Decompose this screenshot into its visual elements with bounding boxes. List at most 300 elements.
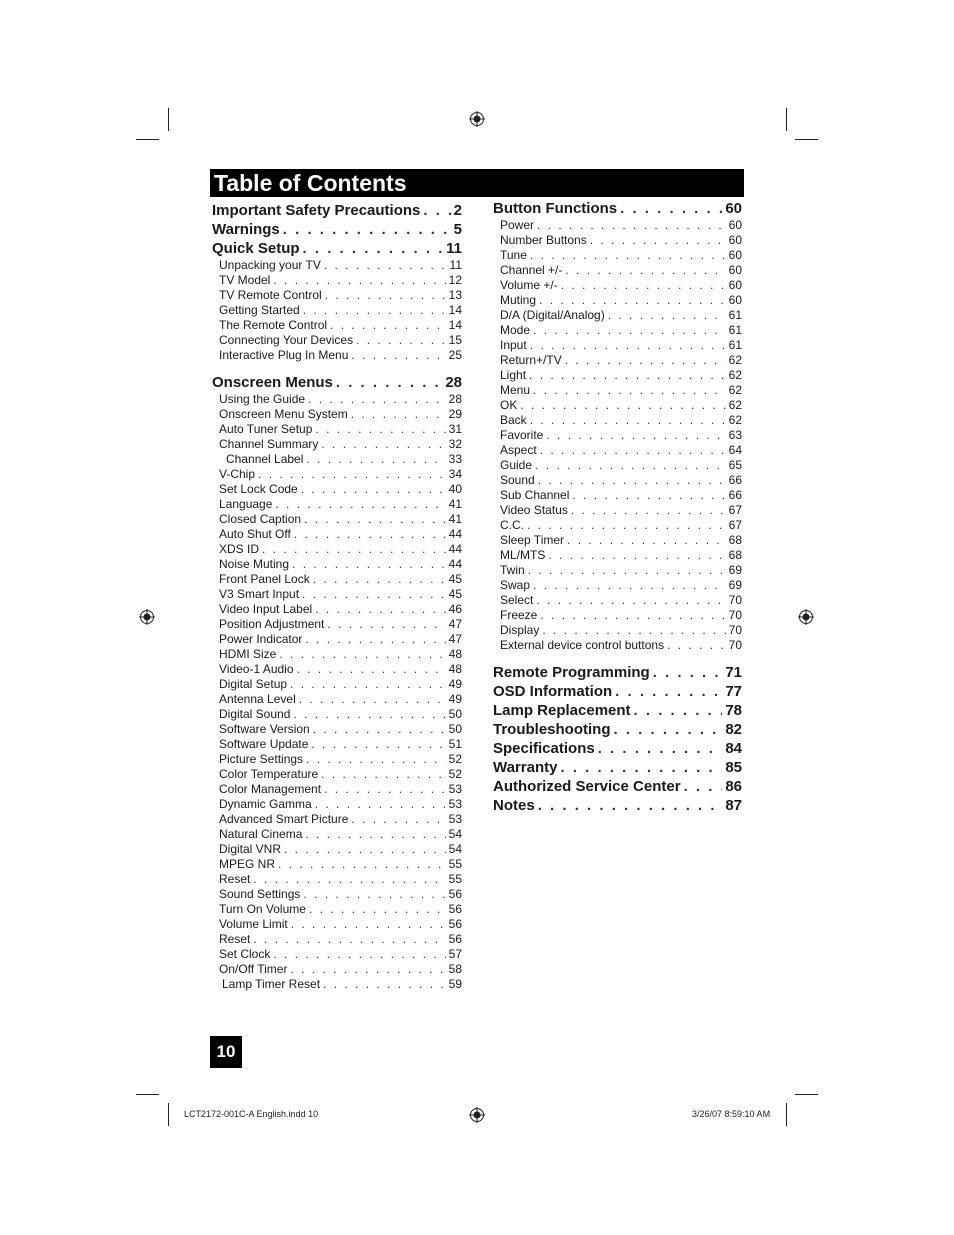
toc-subentry[interactable] <box>493 638 742 653</box>
toc-subentry[interactable] <box>493 593 742 608</box>
toc-subentry[interactable] <box>212 482 462 497</box>
toc-subentry-page: 69 <box>728 578 742 592</box>
toc-subentry-page: 62 <box>728 383 742 397</box>
toc-subentry[interactable] <box>493 308 742 323</box>
toc-subentry[interactable] <box>212 692 462 707</box>
toc-subentry[interactable] <box>493 503 742 518</box>
dot-leader <box>321 767 445 782</box>
toc-subentry-label: Position Adjustment <box>219 617 325 631</box>
toc-subentry-label: Digital Sound <box>219 707 291 721</box>
dot-leader <box>304 512 446 527</box>
toc-subentry-label: Swap <box>500 578 531 592</box>
dot-leader <box>294 527 446 542</box>
dot-leader <box>315 602 445 617</box>
dot-leader <box>561 278 726 293</box>
toc-subentry-page: 28 <box>448 392 462 406</box>
toc-entry[interactable] <box>493 720 742 739</box>
toc-subentry-page: 52 <box>448 767 462 781</box>
title-banner <box>210 169 744 197</box>
toc-subentry-label: Light <box>500 368 527 382</box>
toc-subentry[interactable] <box>493 488 742 503</box>
toc-subentry[interactable] <box>212 947 462 962</box>
toc-entry-label: Remote Programming <box>493 664 650 681</box>
dot-leader <box>356 333 446 348</box>
toc-subentry[interactable] <box>493 623 742 638</box>
toc-subentry[interactable] <box>212 557 462 572</box>
toc-subentry-label: Software Update <box>219 737 309 751</box>
toc-subentry-label: Channel Label <box>226 452 304 466</box>
toc-subentry-page: 65 <box>728 458 742 472</box>
toc-subentry[interactable] <box>212 542 462 557</box>
toc-subentry-label: Advanced Smart Picture <box>219 812 349 826</box>
dot-leader <box>279 647 445 662</box>
toc-subentry[interactable] <box>212 602 462 617</box>
spacer <box>212 363 462 373</box>
toc-subentry[interactable] <box>212 752 462 767</box>
toc-subentry[interactable] <box>212 917 462 932</box>
toc-subentry-page: 56 <box>448 887 462 901</box>
toc-subentry-label: Software Version <box>219 722 310 736</box>
dot-leader <box>542 623 725 638</box>
registration-mark-icon <box>139 609 155 625</box>
toc-entry[interactable] <box>493 796 742 815</box>
toc-entry[interactable] <box>493 777 742 796</box>
dot-leader <box>538 796 723 815</box>
toc-entry-page: 86 <box>725 778 742 795</box>
toc-entry-label: Lamp Replacement <box>493 702 631 719</box>
dot-leader <box>291 917 446 932</box>
toc-subentry[interactable] <box>212 812 462 827</box>
toc-subentry[interactable] <box>493 353 742 368</box>
dot-leader <box>273 273 445 288</box>
toc-subentry[interactable] <box>212 797 462 812</box>
toc-subentry-label: Aspect <box>500 443 537 457</box>
toc-right-column <box>493 199 742 815</box>
toc-entry[interactable] <box>212 220 462 239</box>
toc-subentry-page: 55 <box>448 857 462 871</box>
toc-subentry[interactable] <box>493 368 742 383</box>
toc-subentry-page: 70 <box>728 638 742 652</box>
toc-entry-label: Authorized Service Center <box>493 778 681 795</box>
toc-subentry-page: 68 <box>728 548 742 562</box>
toc-subentry[interactable] <box>212 273 462 288</box>
toc-entry[interactable] <box>212 239 462 258</box>
toc-subentry-page: 61 <box>728 308 742 322</box>
toc-subentry-label: ML/MTS <box>500 548 546 562</box>
dot-leader <box>528 563 726 578</box>
toc-subentry-label: D/A (Digital/Analog) <box>500 308 605 322</box>
toc-subentry-page: 15 <box>448 333 462 347</box>
toc-subentry[interactable] <box>212 887 462 902</box>
toc-entry[interactable] <box>212 201 462 220</box>
toc-subentry[interactable] <box>212 842 462 857</box>
toc-subentry-page: 50 <box>448 722 462 736</box>
dot-leader <box>313 722 446 737</box>
toc-subentry[interactable] <box>212 707 462 722</box>
toc-subentry-page: 70 <box>728 593 742 607</box>
dot-leader <box>620 199 722 218</box>
crop-mark <box>795 139 818 140</box>
dot-leader <box>529 368 726 383</box>
toc-subentry-label: Connecting Your Devices <box>219 333 354 347</box>
toc-subentry[interactable] <box>493 458 742 473</box>
toc-subentry-label: Sub Channel <box>500 488 570 502</box>
toc-entry-label: Quick Setup <box>212 240 300 257</box>
dot-leader <box>548 548 725 563</box>
dot-leader <box>565 263 725 278</box>
toc-subentry[interactable] <box>212 617 462 632</box>
toc-subentry-page: 33 <box>448 452 462 466</box>
slug-filename: LCT2172-001C-A English.indd 10 <box>184 1109 319 1119</box>
toc-subentry[interactable] <box>212 348 462 363</box>
toc-subentry-page: 67 <box>728 518 742 532</box>
toc-subentry[interactable] <box>493 578 742 593</box>
toc-subentry[interactable] <box>212 392 462 407</box>
toc-entry-page: 84 <box>725 740 742 757</box>
dot-leader <box>275 497 445 512</box>
dot-leader <box>598 739 723 758</box>
dot-leader <box>336 373 442 392</box>
toc-subentry-label: External device control buttons <box>500 638 665 652</box>
toc-subentry[interactable] <box>212 587 462 602</box>
dot-leader <box>284 842 446 857</box>
crop-mark <box>136 139 159 140</box>
dot-leader <box>571 503 726 518</box>
toc-entry-label: Troubleshooting <box>493 721 611 738</box>
toc-subentry-label: Lamp Timer Reset <box>222 977 321 991</box>
toc-left-column <box>212 201 462 992</box>
toc-subentry[interactable] <box>212 962 462 977</box>
toc-subentry[interactable] <box>493 338 742 353</box>
toc-subentry-label: Select <box>500 593 534 607</box>
toc-subentry[interactable] <box>212 333 462 348</box>
dot-leader <box>278 857 446 872</box>
toc-subentry[interactable] <box>212 632 462 647</box>
toc-subentry-page: 68 <box>728 533 742 547</box>
toc-subentry-label: Twin <box>500 563 525 577</box>
toc-subentry-page: 70 <box>728 608 742 622</box>
dot-leader <box>536 593 725 608</box>
toc-subentry[interactable] <box>493 278 742 293</box>
toc-subentry-page: 69 <box>728 563 742 577</box>
toc-subentry-label: Power <box>500 218 535 232</box>
toc-subentry-page: 60 <box>728 293 742 307</box>
toc-entry[interactable] <box>493 663 742 682</box>
dot-leader <box>305 827 445 842</box>
toc-entry-label: Warranty <box>493 759 558 776</box>
toc-subentry[interactable] <box>212 572 462 587</box>
toc-entry[interactable] <box>493 199 742 218</box>
dot-leader <box>313 572 446 587</box>
dot-leader <box>530 413 726 428</box>
toc-entry-page: 77 <box>725 683 742 700</box>
toc-subentry-label: Reset <box>219 872 251 886</box>
toc-subentry-label: Guide <box>500 458 533 472</box>
toc-subentry[interactable] <box>493 608 742 623</box>
toc-entry-page: 60 <box>725 200 742 217</box>
toc-subentry-label: Muting <box>500 293 537 307</box>
toc-subentry[interactable] <box>212 902 462 917</box>
toc-subentry[interactable] <box>493 383 742 398</box>
toc-subentry-label: Onscreen Menu System <box>219 407 348 421</box>
toc-subentry-page: 66 <box>728 488 742 502</box>
toc-subentry-page: 31 <box>448 422 462 436</box>
toc-subentry-label: On/Off Timer <box>219 962 288 976</box>
toc-subentry-page: 45 <box>448 572 462 586</box>
toc-subentry-page: 49 <box>448 692 462 706</box>
toc-subentry-page: 70 <box>728 623 742 637</box>
dot-leader <box>330 318 446 333</box>
dot-leader <box>539 293 726 308</box>
dot-leader <box>572 488 725 503</box>
dot-leader <box>253 872 445 887</box>
toc-subentry[interactable] <box>493 443 742 458</box>
dot-leader <box>615 682 722 701</box>
toc-subentry-page: 29 <box>448 407 462 421</box>
toc-subentry[interactable] <box>212 737 462 752</box>
toc-subentry-label: Dynamic Gamma <box>219 797 312 811</box>
toc-entry-page: 28 <box>445 374 462 391</box>
toc-subentry[interactable] <box>493 518 742 533</box>
toc-subentry[interactable] <box>493 248 742 263</box>
toc-subentry[interactable] <box>212 437 462 452</box>
toc-subentry-page: 47 <box>448 617 462 631</box>
page-number: 10 <box>216 1042 236 1061</box>
dot-leader <box>540 443 726 458</box>
toc-subentry-page: 49 <box>448 677 462 691</box>
toc-subentry[interactable] <box>493 233 742 248</box>
dot-leader <box>520 398 725 413</box>
dot-leader <box>299 692 446 707</box>
toc-subentry-label: Antenna Level <box>219 692 296 706</box>
toc-subentry-page: 53 <box>448 812 462 826</box>
toc-subentry[interactable] <box>212 452 462 467</box>
toc-subentry-label: Set Clock <box>219 947 271 961</box>
toc-subentry-label: Unpacking your TV <box>219 258 321 272</box>
dot-leader <box>533 383 726 398</box>
toc-subentry[interactable] <box>212 288 462 303</box>
toc-subentry-page: 47 <box>448 632 462 646</box>
toc-entry-label: Important Safety Precautions <box>212 202 421 219</box>
dot-leader <box>634 701 723 720</box>
toc-subentry[interactable] <box>212 977 462 992</box>
toc-subentry[interactable] <box>212 527 462 542</box>
dot-leader <box>538 473 726 488</box>
toc-subentry-label: Channel +/- <box>500 263 563 277</box>
toc-entry[interactable] <box>493 739 742 758</box>
dot-leader <box>546 428 725 443</box>
toc-subentry[interactable] <box>212 422 462 437</box>
toc-subentry[interactable] <box>493 563 742 578</box>
toc-subentry-page: 57 <box>448 947 462 961</box>
dot-leader <box>306 452 445 467</box>
dot-leader <box>608 308 726 323</box>
toc-entry-label: Notes <box>493 797 535 814</box>
dot-leader <box>567 533 726 548</box>
toc-subentry-label: Sound <box>500 473 535 487</box>
toc-subentry-page: 14 <box>448 318 462 332</box>
toc-subentry-label: Video-1 Audio <box>219 662 294 676</box>
toc-subentry-label: C.C. <box>500 518 524 532</box>
spacer <box>493 653 742 663</box>
toc-subentry[interactable] <box>212 258 462 273</box>
dot-leader <box>324 782 446 797</box>
dot-leader <box>311 737 445 752</box>
toc-subentry-label: Picture Settings <box>219 752 304 766</box>
toc-subentry-label: MPEG NR <box>219 857 276 871</box>
toc-subentry-page: 56 <box>448 917 462 931</box>
toc-subentry[interactable] <box>212 857 462 872</box>
toc-subentry-page: 51 <box>448 737 462 751</box>
toc-subentry[interactable] <box>493 398 742 413</box>
dot-leader <box>308 392 446 407</box>
toc-subentry-page: 60 <box>728 218 742 232</box>
toc-subentry[interactable] <box>212 318 462 333</box>
toc-subentry-page: 62 <box>728 398 742 412</box>
toc-subentry-page: 60 <box>728 263 742 277</box>
toc-subentry-page: 12 <box>448 273 462 287</box>
toc-subentry[interactable] <box>212 782 462 797</box>
toc-entry[interactable] <box>493 758 742 777</box>
toc-subentry-label: Sound Settings <box>219 887 301 901</box>
toc-subentry[interactable] <box>493 293 742 308</box>
crop-mark <box>168 1103 169 1126</box>
toc-subentry[interactable] <box>493 413 742 428</box>
toc-subentry-page: 62 <box>728 368 742 382</box>
toc-subentry-page: 40 <box>448 482 462 496</box>
toc-entry-label: Button Functions <box>493 200 618 217</box>
toc-subentry[interactable] <box>493 263 742 278</box>
toc-entry-label: Warnings <box>212 221 280 238</box>
toc-subentry[interactable] <box>493 218 742 233</box>
toc-subentry-label: OK <box>500 398 518 412</box>
toc-subentry-label: XDS ID <box>219 542 260 556</box>
dot-leader <box>283 220 451 239</box>
toc-subentry[interactable] <box>212 932 462 947</box>
toc-subentry-label: Display <box>500 623 540 637</box>
toc-subentry-label: V-Chip <box>219 467 256 481</box>
dot-leader <box>537 218 726 233</box>
toc-entry[interactable] <box>212 373 462 392</box>
dot-leader <box>684 777 723 796</box>
toc-subentry[interactable] <box>493 548 742 563</box>
crop-mark <box>786 1103 787 1126</box>
toc-subentry-label: Input <box>500 338 527 352</box>
toc-subentry-page: 34 <box>448 467 462 481</box>
toc-subentry-page: 67 <box>728 503 742 517</box>
dot-leader <box>533 578 726 593</box>
toc-subentry-page: 56 <box>448 932 462 946</box>
toc-subentry-page: 62 <box>728 353 742 367</box>
dot-leader <box>653 663 723 682</box>
toc-subentry[interactable] <box>212 497 462 512</box>
toc-subentry-label: Video Input Label <box>219 602 313 616</box>
toc-subentry-label: The Remote Control <box>219 318 328 332</box>
dot-leader <box>315 422 445 437</box>
toc-subentry[interactable] <box>212 662 462 677</box>
toc-subentry[interactable] <box>212 827 462 842</box>
toc-entry-label: Specifications <box>493 740 595 757</box>
page-number-badge <box>210 1036 242 1068</box>
dot-leader <box>303 887 445 902</box>
toc-subentry[interactable] <box>212 512 462 527</box>
toc-subentry-label: Tune <box>500 248 527 262</box>
slug-datetime: 3/26/07 8:59:10 AM <box>692 1109 771 1119</box>
dot-leader <box>321 437 445 452</box>
toc-subentry-page: 59 <box>448 977 462 991</box>
dot-leader <box>423 201 450 220</box>
toc-subentry[interactable] <box>212 722 462 737</box>
toc-subentry-label: Video Status <box>500 503 568 517</box>
dot-leader <box>303 303 446 318</box>
toc-subentry-label: Menu <box>500 383 531 397</box>
toc-subentry-label: Color Temperature <box>219 767 319 781</box>
toc-subentry-page: 46 <box>448 602 462 616</box>
toc-entry[interactable] <box>493 682 742 701</box>
dot-leader <box>535 458 726 473</box>
toc-subentry-label: Natural Cinema <box>219 827 303 841</box>
toc-entry[interactable] <box>493 701 742 720</box>
toc-subentry-label: TV Model <box>219 273 271 287</box>
crop-mark <box>786 108 787 131</box>
toc-subentry-page: 48 <box>448 647 462 661</box>
toc-subentry[interactable] <box>212 677 462 692</box>
toc-subentry[interactable] <box>212 467 462 482</box>
toc-subentry[interactable] <box>212 407 462 422</box>
toc-subentry-page: 60 <box>728 233 742 247</box>
toc-subentry-page: 61 <box>728 323 742 337</box>
toc-entry-page: 2 <box>453 202 462 219</box>
toc-subentry[interactable] <box>493 428 742 443</box>
toc-subentry-label: TV Remote Control <box>219 288 322 302</box>
toc-subentry-label: Using the Guide <box>219 392 306 406</box>
toc-entry-page: 87 <box>725 797 742 814</box>
toc-subentry-page: 54 <box>448 827 462 841</box>
toc-subentry-page: 14 <box>448 303 462 317</box>
toc-subentry-label: Back <box>500 413 527 427</box>
toc-subentry[interactable] <box>493 473 742 488</box>
toc-subentry[interactable] <box>493 323 742 338</box>
toc-subentry-page: 44 <box>448 557 462 571</box>
toc-subentry-page: 60 <box>728 248 742 262</box>
toc-entry-page: 82 <box>725 721 742 738</box>
toc-subentry-page: 64 <box>728 443 742 457</box>
toc-subentry[interactable] <box>212 303 462 318</box>
registration-mark-icon <box>469 1107 485 1123</box>
toc-subentry-label: Volume Limit <box>219 917 288 931</box>
toc-subentry-label: Set Lock Code <box>219 482 298 496</box>
toc-subentry-label: Number Buttons <box>500 233 587 247</box>
toc-subentry[interactable] <box>493 533 742 548</box>
toc-subentry-label: V3 Smart Input <box>219 587 300 601</box>
crop-mark <box>168 108 169 131</box>
toc-subentry[interactable] <box>212 872 462 887</box>
toc-subentry-page: 58 <box>448 962 462 976</box>
toc-subentry-label: Digital Setup <box>219 677 288 691</box>
toc-subentry[interactable] <box>212 767 462 782</box>
toc-subentry-page: 13 <box>448 288 462 302</box>
toc-entry-page: 85 <box>725 759 742 776</box>
toc-subentry-page: 44 <box>448 542 462 556</box>
toc-entry-page: 11 <box>446 240 462 257</box>
toc-subentry-label: Volume +/- <box>500 278 558 292</box>
dot-leader <box>614 720 723 739</box>
toc-subentry-label: Interactive Plug In Menu <box>219 348 349 362</box>
dot-leader <box>667 638 726 653</box>
toc-subentry[interactable] <box>212 647 462 662</box>
toc-subentry-page: 62 <box>728 413 742 427</box>
toc-subentry-page: 50 <box>448 707 462 721</box>
